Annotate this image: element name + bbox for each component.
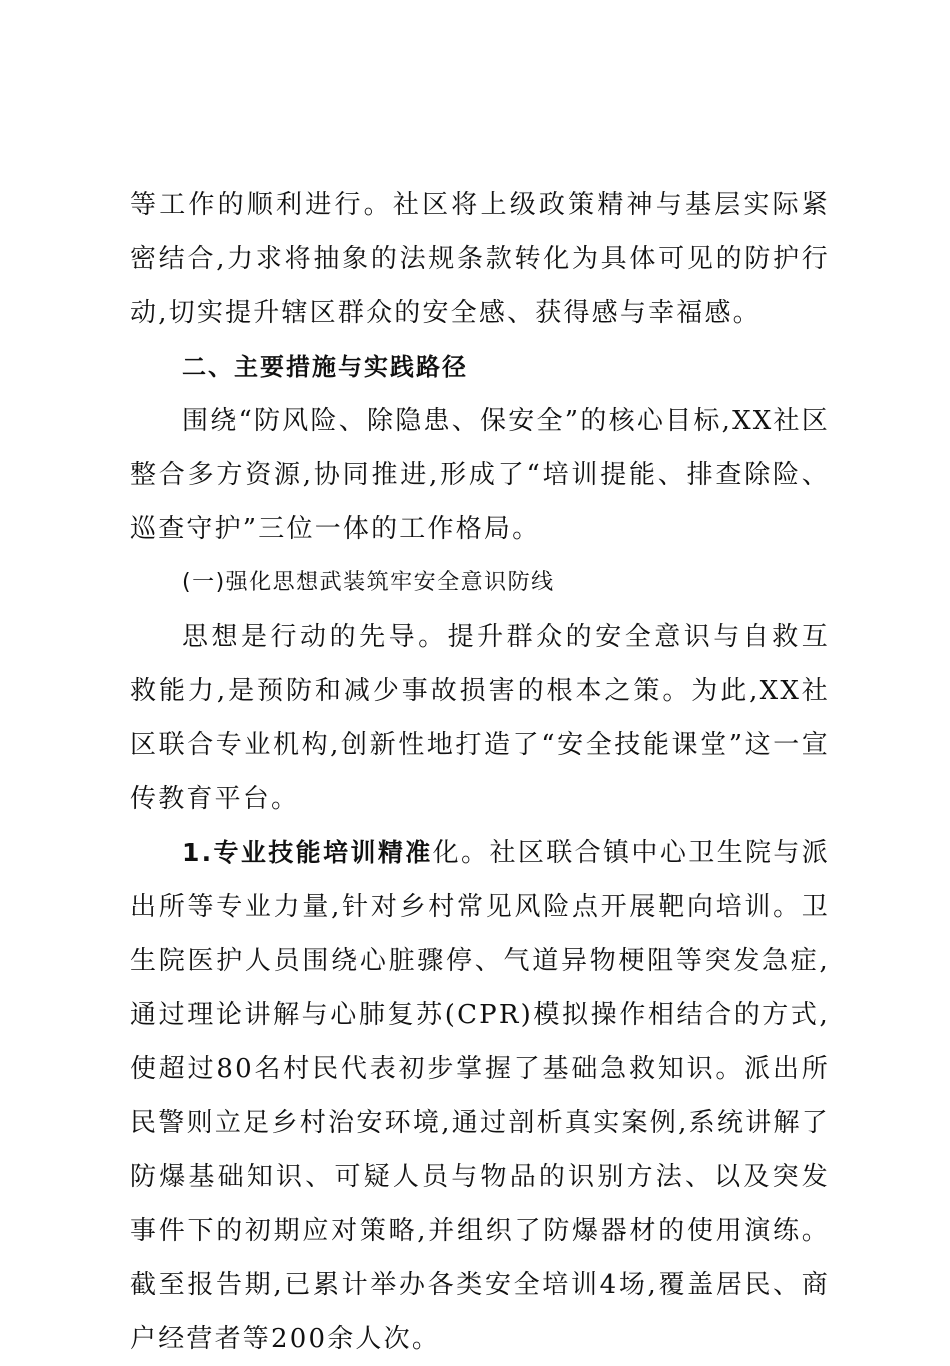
item-1-body: 化。社区联合镇中心卫生院与派出所等专业力量,针对乡村常见风险点开展靶向培训。卫生院医护人员围绕心脏骤停、气道异物梗阻等突发急症,通过理论讲解与心肺复苏(CPR)模拟操作相结合的方式,使超过80名村民代表初步掌握了基础急救知识。派出所民警则立足乡村治安环境,通过剖析真实案例,系统讲解了防爆基础知识、可疑人员与物品的识别方法、以及突发事件下的初期应对策略,并组织了防爆器材的使用演练。截至报告期,已累计举办各类安全培训4场,覆盖居民、商户经营者等200余人次。 xyxy=(130,838,830,1354)
subsection-intro-paragraph: 思想是行动的先导。提升群众的安全意识与自救互救能力,是预防和减少事故损害的根本之策。为此,XX社区联合专业机构,创新性地打造了“安全技能课堂”这一宣传教育平台。 xyxy=(130,622,830,814)
document-page xyxy=(130,178,830,1366)
section-intro-paragraph: 围绕“防风险、除隐患、保安全”的核心目标,XX社区整合多方资源,协同推进,形成了“培训提能、排查除险、巡查守护”三位一体的工作格局。 xyxy=(130,406,830,544)
subsection-heading: (一)强化思想武装筑牢安全意识防线 xyxy=(182,570,555,595)
paragraph-continuation: 等工作的顺利进行。社区将上级政策精神与基层实际紧密结合,力求将抽象的法规条款转化为具体可见的防护行动,切实提升辖区群众的安全感、获得感与幸福感。 xyxy=(130,190,830,328)
section-heading: 二、主要措施与实践路径 xyxy=(182,353,468,381)
item-1-lead: 1.专业技能培训精准 xyxy=(182,838,433,867)
item-1-paragraph xyxy=(130,826,830,1366)
